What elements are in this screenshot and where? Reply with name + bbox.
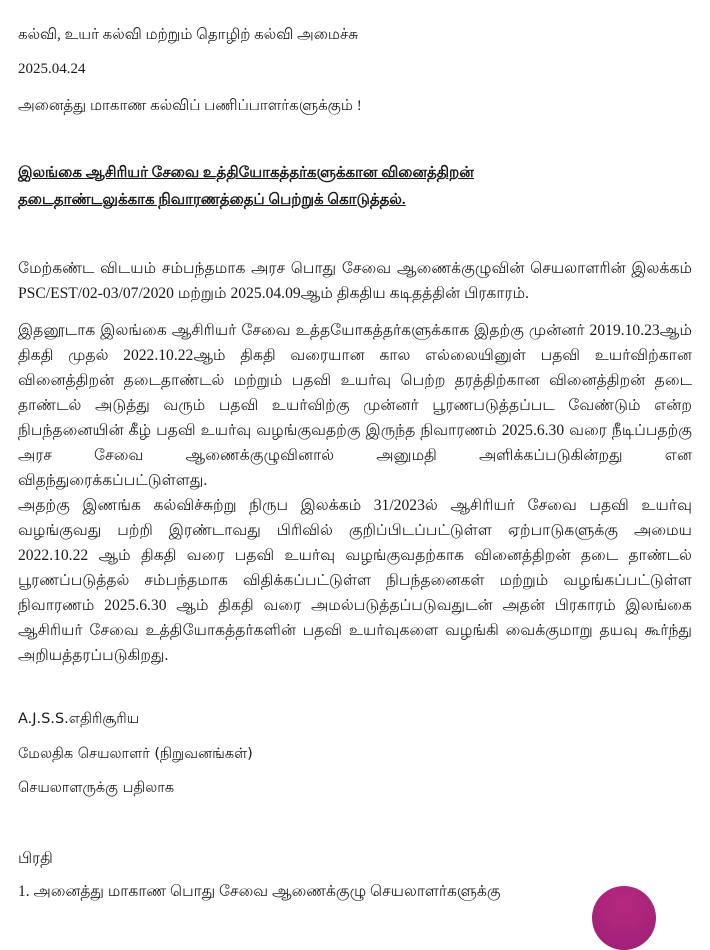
signatory-name: A.J.S.S.எதிரிசூரிய <box>18 711 140 727</box>
copy-label: பிரதி <box>18 850 53 867</box>
body-paragraph-1: மேற்கண்ட விடயம் சம்பந்தமாக அரச பொது சேவை ஆணைக்குழுவின் செயலாளரின் இலக்கம் PSC/EST/02-03/07/2020 மற்றும் 2025.04.09ஆம் திகதிய கடிதத்தின் பிரகாரம். <box>18 260 692 302</box>
salutation: அனைத்து மாகாண கல்விப் பணிப்பாளர்களுக்கும் ! <box>18 98 362 114</box>
ministry-name: கல்வி, உயர் கல்வி மற்றும் தொழிற் கல்வி அமைச்சு <box>18 27 359 43</box>
letter-subject <box>18 160 488 214</box>
letter-date: 2025.04.24 <box>18 61 86 77</box>
floating-action-button[interactable] <box>592 886 656 950</box>
subject-line-2: தடைதாண்டலுக்காக நிவாரணத்தைப் பெற்றுக் கொடுத்தல். <box>18 192 406 208</box>
body-paragraph-3: அதற்கு இணங்க கல்விச்சுற்று நிருப இலக்கம் 31/2023ல் ஆசிரியர் சேவை பதவி உயர்வு வழங்குவது பற்றி இரண்டாவது பிரிவில் குறிப்பிடப்பட்டுள்ள ஏற்பாடுகளுக்கு அமைய 2022.10.22 ஆம் திகதி வரை பதவி உயர்வு வழங்குவதற்காக வினைத்திறன் தடை தாண்டல் பூரணப்படுத்தல் சம்பந்தமாக விதிக்கப்பட்டுள்ள நிபந்தனைகள் மற்றும் வழங்கப்பட்டுள்ள நிவாரணம் 2025.6.30 ஆம் திகதி வரை அமல்படுத்தப்படுவதுடன் அதன் பிரகாரம் இலங்கை ஆசிரியர் சேவை உத்தியோகத்தர்களின் பதவி உயர்வுகளை வழங்கி வைக்குமாறு தயவு கூர்ந்து அறியத்தரப்படுகிறது. <box>18 497 692 664</box>
signatory-on-behalf: செயலாளருக்கு பதிலாக <box>18 780 175 796</box>
subject-line-1: இலங்கை ஆசிரியர் சேவை உத்தியோகத்தர்களுக்கான வினைத்திறன் <box>18 165 474 181</box>
signatory-title: மேலதிக செயலாளர் (நிறுவனங்கள்) <box>18 746 253 762</box>
body-paragraph-2: இதனூடாக இலங்கை ஆசிரியர் சேவை உத்தயோகத்தர்களுக்காக இதற்கு முன்னர் 2019.10.23ஆம் திகதி முதல் 2022.10.22ஆம் திகதி வரையான கால எல்லையினுள் பதவி உயர்விற்கான வினைத்திறன் தடைதாண்டல் மற்றும் பதவி உயர்வு பெற்ற தரத்திற்கான வினைத்திறன் தடை தாண்டல் அடுத்து வரும் பதவி உயர்விற்கு முன்னர் பூரணபடுத்தப்பட வேண்டும் என்ற நிபந்தனையின் கீழ் பதவி உயர்வு வழங்குவதற்கு இருந்த நிவாரணம் 2025.6.30 வரை நீடிப்பதற்கு அரச சேவை ஆணைக்குழுவினால் அனுமதி அளிக்கப்படுகின்றது என விதந்துரைக்கப்பட்டுள்ளது. <box>18 322 692 489</box>
copy-item: 1. அனைத்து மாகாண பொது சேவை ஆணைக்குழு செயலாளர்களுக்கு <box>18 883 501 900</box>
